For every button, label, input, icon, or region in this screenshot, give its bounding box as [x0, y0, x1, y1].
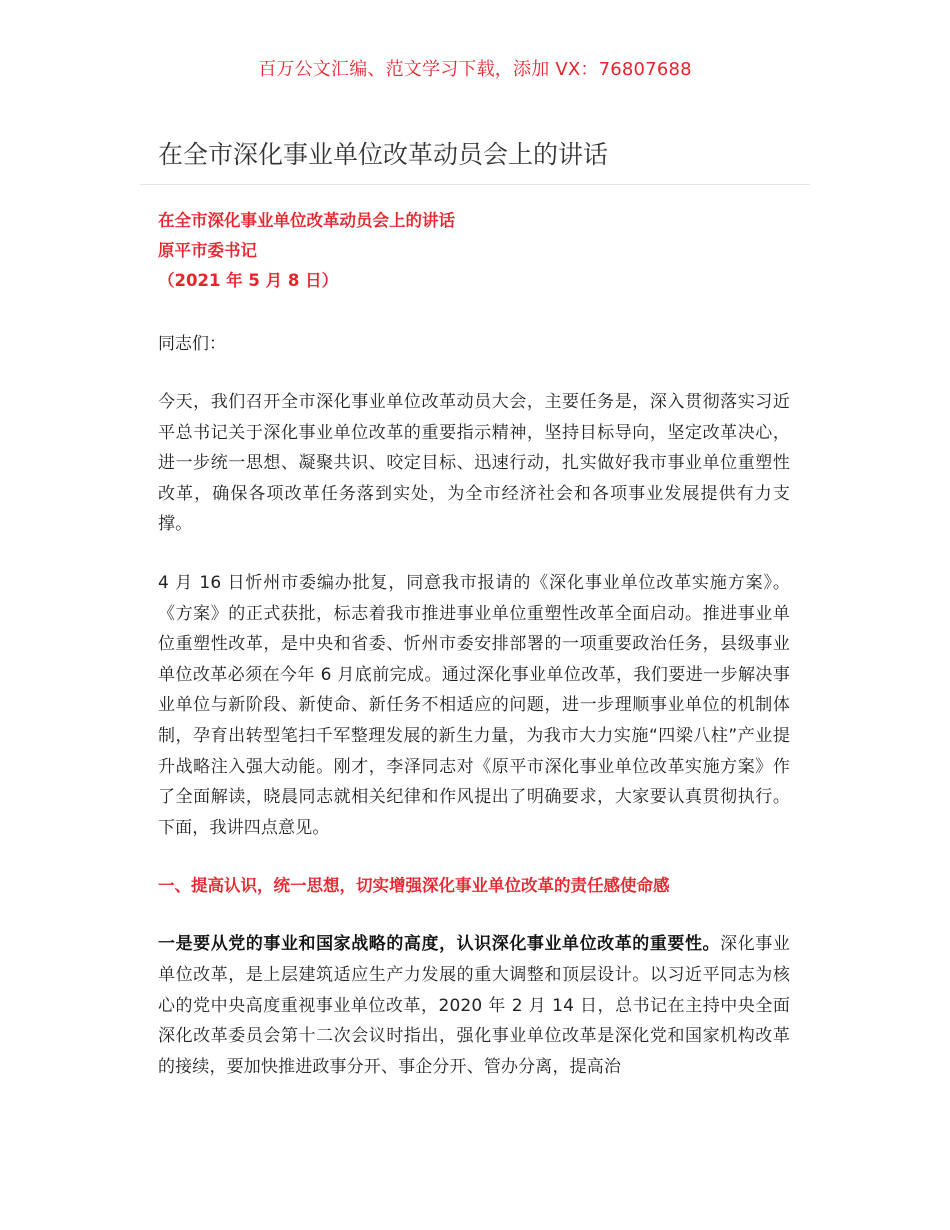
- document-body: [158, 206, 790, 1082]
- paragraph-background: 4 月 16 日忻州市委编办批复，同意我市报请的《深化事业单位改革实施方案》。《方案》的正式获批，标志着我市推进事业单位重塑性改革全面启动。推进事业单位重塑性改革，是中央和省委、忻州市委安排部署的一项重要政治任务，县级事业单位改革必须在今年 6 月底前完成。通过深化事业单位改革，我们要进一步解决事业单位与新阶段、新使命、新任务不相适应的问题，进一步理顺事业单位的机制体制，孕育出转型笔扫千军整理发展的新生力量，为我市大力实施“四梁八柱”产业提升战略注入强大动能。刚才，李泽同志对《原平市深化事业单位改革实施方案》作了全面解读，晓晨同志就相关纪律和作风提出了明确要求，大家要认真贯彻执行。下面，我讲四点意见。: [158, 572, 790, 838]
- speaker-line: 原平市委书记: [158, 241, 257, 260]
- salutation: 同志们：: [158, 334, 226, 354]
- paragraph-point-1: [158, 929, 790, 1082]
- point-1-lead: 一是要从党的事业和国家战略的高度，认识深化事业单位改革的重要性。: [158, 934, 721, 955]
- section-heading-1: 一、提高认识，统一思想，切实增强深化事业单位改革的责任感使命感: [158, 876, 670, 896]
- document-title: 在全市深化事业单位改革动员会上的讲话: [158, 211, 455, 230]
- paragraph-intro: 今天，我们召开全市深化事业单位改革动员大会，主要任务是，深入贯彻落实习近平总书记关于深化事业单位改革的重要指示精神，坚持目标导向，坚定改革决心，进一步统一思想、凝聚共识、咬定目标、迅速行动，扎实做好我市事业单位重塑性改革，确保各项改革任务落到实处，为全市经济社会和各项事业发展提供有力支撑。: [158, 392, 790, 535]
- promo-banner: 百万公文汇编、范文学习下载，添加 VX：76807688: [258, 59, 692, 80]
- point-1-text: 深化事业单位改革，是上层建筑适应生产力发展的重大调整和顶层设计。以习近平同志为核心的党中央高度重视事业单位改革，2020 年 2 月 14 日，总书记在主持中央全面深化改革委员会第十二次会议时指出，强化事业单位改革是深化党和国家机构改革的接续，要加快推进政事分开、事企分开、管办分离，提高治: [158, 934, 790, 1077]
- speech-date: （2021 年 5 月 8 日）: [158, 271, 339, 290]
- title-divider: [140, 184, 810, 185]
- page-title: 在全市深化事业单位改革动员会上的讲话: [158, 140, 609, 169]
